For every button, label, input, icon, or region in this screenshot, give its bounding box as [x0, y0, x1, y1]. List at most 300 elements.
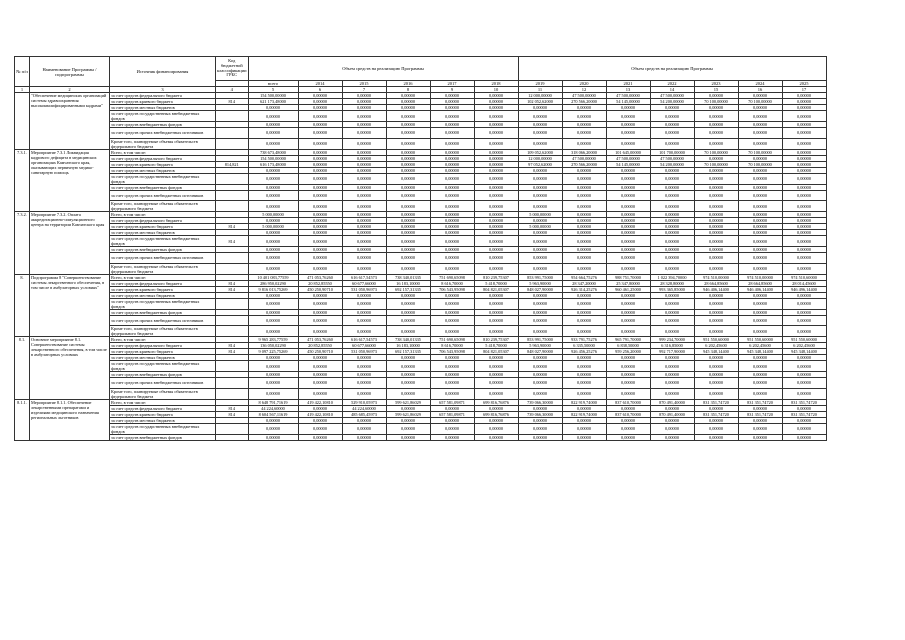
amount-year: 0,00000 [342, 161, 386, 167]
amount-year: 0,00000 [386, 253, 430, 264]
amount-year: 0,00000 [738, 224, 782, 230]
header-num: № п/п [15, 57, 30, 87]
amount-year: 0,00000 [738, 355, 782, 361]
amount-year: 0,00000 [386, 372, 430, 378]
amount-year: 0,00000 [518, 173, 562, 184]
row-number: 8.1.1. [15, 399, 30, 440]
amount-year: 0,00000 [562, 298, 606, 309]
amount-year: 0,00000 [430, 423, 474, 434]
header-source: Источник финансирования [110, 57, 216, 87]
amount-year: 0,00000 [430, 128, 474, 139]
amount-year: 0,00000 [298, 309, 342, 315]
amount-year: 0,00000 [386, 361, 430, 372]
amount-year: 0,00000 [562, 423, 606, 434]
amount-year: 0,00000 [738, 138, 782, 149]
budget-code: 814 [216, 286, 249, 292]
amount-year: 101 700,00000 [650, 149, 694, 155]
amount-year: 0,00000 [518, 218, 562, 224]
amount-year: 0,00000 [782, 372, 826, 378]
amount-year: 318 066,20000 [562, 149, 606, 155]
amount-year: 0,00000 [342, 388, 386, 399]
funding-source: Кроме того, планируемые объемы обязательств федерального бюджета [110, 388, 216, 399]
header-total: всего [248, 81, 298, 87]
amount-year: 0,00000 [650, 190, 694, 201]
amount-year: 0,00000 [298, 167, 342, 173]
amount-year: 0,00000 [738, 122, 782, 128]
amount-year: 848 027,90000 [518, 286, 562, 292]
amount-year: 0,00000 [606, 111, 650, 122]
amount-year: 0,00000 [694, 230, 738, 236]
amount-year: 926 456,25276 [562, 349, 606, 355]
amount-year: 0,00000 [650, 298, 694, 309]
amount-year: 0,00000 [738, 190, 782, 201]
amount-total: 0,00000 [248, 388, 298, 399]
amount-year: 0,00000 [694, 212, 738, 218]
amount-year: 419 422,10810 [298, 411, 342, 417]
funding-source: за счет средств федерального бюджета [110, 218, 216, 224]
amount-year: 0,00000 [386, 218, 430, 224]
amount-total: 0,00000 [248, 326, 298, 337]
amount-year: 657 581,09871 [430, 399, 474, 405]
amount-year: 0,00000 [562, 292, 606, 298]
amount-year: 0,00000 [298, 247, 342, 253]
amount-year: 0,00000 [298, 201, 342, 212]
amount-year: 0,00000 [650, 372, 694, 378]
funding-source: за счет средств федерального бюджета [110, 93, 216, 99]
budget-code [216, 111, 249, 122]
amount-year: 0,00000 [430, 173, 474, 184]
amount-year: 0,00000 [518, 247, 562, 253]
amount-year: 0,00000 [782, 315, 826, 326]
amount-year: 848 027,90000 [518, 349, 562, 355]
amount-total: 0,00000 [248, 253, 298, 264]
amount-year: 16 183,10000 [386, 280, 430, 286]
amount-year: 0,00000 [782, 361, 826, 372]
table-row [15, 138, 827, 149]
amount-year: 0,00000 [738, 263, 782, 274]
amount-year: 270 566,20000 [562, 161, 606, 167]
amount-year: 0,00000 [298, 111, 342, 122]
amount-year: 471 053,76260 [298, 337, 342, 343]
amount-year: 0,00000 [430, 93, 474, 99]
amount-year: 0,00000 [430, 212, 474, 218]
amount-year: 0,00000 [430, 111, 474, 122]
amount-year: 0,00000 [474, 201, 518, 212]
amount-year: 0,00000 [606, 128, 650, 139]
amount-year: 0,00000 [430, 138, 474, 149]
amount-year: 0,00000 [738, 423, 782, 434]
amount-year: 0,00000 [606, 423, 650, 434]
budget-code [216, 201, 249, 212]
amount-year: 0,00000 [474, 190, 518, 201]
amount-year: 810 239,75307 [474, 274, 518, 280]
amount-year: 0,00000 [342, 155, 386, 161]
amount-year: 0,00000 [518, 388, 562, 399]
amount-year: 0,00000 [298, 128, 342, 139]
amount-year: 0,00000 [650, 105, 694, 111]
funding-source: Всего, в том числе: [110, 399, 216, 405]
amount-year: 988 751,70000 [606, 274, 650, 280]
amount-year: 870 491,40000 [650, 411, 694, 417]
amount-year: 0,00000 [386, 149, 430, 155]
amount-year: 0,00000 [694, 355, 738, 361]
amount-year: 0,00000 [342, 173, 386, 184]
amount-year: 0,00000 [342, 149, 386, 155]
amount-year: 0,00000 [562, 111, 606, 122]
amount-year: 692 157,31335 [386, 349, 430, 355]
amount-total: 0,00000 [248, 292, 298, 298]
funding-source: Всего, в том числе: [110, 274, 216, 280]
amount-year: 0,00000 [386, 405, 430, 411]
amount-year: 0,00000 [738, 309, 782, 315]
header-colnum: 3 [110, 87, 216, 93]
amount-year: 0,00000 [562, 201, 606, 212]
amount-total: 0,00000 [248, 218, 298, 224]
header-colnum: 13 [606, 87, 650, 93]
amount-year: 0,00000 [386, 315, 430, 326]
amount-year: 0,00000 [650, 184, 694, 190]
amount-total: 0,00000 [248, 355, 298, 361]
amount-year: 0,00000 [650, 378, 694, 389]
amount-total: 0,00000 [248, 111, 298, 122]
amount-year: 0,00000 [474, 378, 518, 389]
amount-year: 0,00000 [518, 326, 562, 337]
amount-year: 0,00000 [298, 184, 342, 190]
budget-code [216, 138, 249, 149]
amount-year: 0,00000 [342, 236, 386, 247]
amount-year: 0,00000 [474, 122, 518, 128]
amount-year: 804 821,05307 [474, 286, 518, 292]
amount-year: 0,00000 [518, 138, 562, 149]
amount-year: 0,00000 [474, 423, 518, 434]
funding-source: за счет средств прочих внебюджетных источников [110, 128, 216, 139]
amount-year: 0,00000 [474, 149, 518, 155]
amount-year: 5 963,90000 [518, 280, 562, 286]
amount-year: 0,00000 [518, 309, 562, 315]
amount-year: 0,00000 [562, 253, 606, 264]
amount-year: 0,00000 [386, 355, 430, 361]
amount-year: 0,00000 [562, 218, 606, 224]
amount-year: 0,00000 [782, 167, 826, 173]
amount-year: 0,00000 [474, 167, 518, 173]
amount-year: 0,00000 [298, 122, 342, 128]
amount-year: 531 050,96973 [342, 286, 386, 292]
amount-year: 0,00000 [386, 105, 430, 111]
amount-year: 529 910,05973 [342, 399, 386, 405]
amount-year: 0,00000 [474, 326, 518, 337]
amount-year: 657 581,09871 [430, 411, 474, 417]
amount-year: 0,00000 [738, 388, 782, 399]
amount-year: 0,00000 [430, 292, 474, 298]
amount-year: 0,00000 [474, 155, 518, 161]
funding-source: за счет средств федерального бюджета [110, 155, 216, 161]
funding-source: за счет средств внебюджетных фондов [110, 372, 216, 378]
header-colnum: 9 [430, 87, 474, 93]
amount-total: 616 173,48000 [248, 161, 298, 167]
program-name: Мероприятие 7.3.1 Ликвидация кадрового дефицита в медицинских организациях Камчатского края, оказывающих первичную медико-санитарную помощь [30, 149, 110, 212]
amount-year: 0,00000 [298, 105, 342, 111]
amount-year: 0,00000 [430, 149, 474, 155]
amount-year: 0,00000 [694, 405, 738, 411]
row-number: 8.1. [15, 337, 30, 400]
amount-year: 954 664,75276 [562, 274, 606, 280]
amount-year: 0,00000 [782, 184, 826, 190]
amount-total: 154 500,00000 [248, 155, 298, 161]
funding-source: за счет средств краевого бюджета [110, 411, 216, 417]
amount-year: 0,00000 [342, 326, 386, 337]
amount-year: 0,00000 [386, 378, 430, 389]
budget-code [216, 253, 249, 264]
amount-year: 0,00000 [738, 292, 782, 298]
header-colnum: 2 [30, 87, 110, 93]
amount-year: 0,00000 [782, 111, 826, 122]
amount-year: 0,00000 [386, 423, 430, 434]
amount-year: 97 052,62000 [518, 161, 562, 167]
amount-year: 0,00000 [694, 309, 738, 315]
amount-year: 0,00000 [342, 298, 386, 309]
amount-year: 0,00000 [474, 372, 518, 378]
budget-code [216, 361, 249, 372]
amount-year: 0,00000 [606, 247, 650, 253]
header-year: 2019 [518, 81, 562, 87]
amount-year: 0,00000 [606, 224, 650, 230]
amount-year: 0,00000 [518, 298, 562, 309]
amount-year: 0,00000 [606, 122, 650, 128]
amount-year: 0,00000 [474, 263, 518, 274]
amount-year: 0,00000 [606, 292, 650, 298]
amount-year: 54 200,00000 [650, 161, 694, 167]
amount-year: 0,00000 [738, 128, 782, 139]
amount-year: 44 224,60000 [342, 405, 386, 411]
amount-year: 0,00000 [430, 218, 474, 224]
header-year: 2024 [738, 81, 782, 87]
amount-year: 0,00000 [738, 236, 782, 247]
amount-year: 0,00000 [298, 388, 342, 399]
amount-year: 0,00000 [650, 434, 694, 440]
amount-year: 0,00000 [342, 372, 386, 378]
amount-year: 0,00000 [298, 315, 342, 326]
amount-year: 0,00000 [782, 230, 826, 236]
budget-code: 814 [216, 236, 249, 247]
program-name: Основное мероприятие 8.1. Совершенствование системы лекарственного обеспечения, в том числе в амбулаторных условиях [30, 337, 110, 400]
amount-year: 70 100,00000 [694, 99, 738, 105]
amount-total: 10 401 083,77559 [248, 274, 298, 280]
amount-year: 0,00000 [386, 173, 430, 184]
header-name: Наименование Программы / подпрограммы [30, 57, 110, 87]
amount-year: 0,00000 [694, 263, 738, 274]
amount-year: 0,00000 [650, 309, 694, 315]
amount-year: 0,00000 [694, 122, 738, 128]
funding-source: за счет средств внебюджетных фондов [110, 309, 216, 315]
table-row [15, 286, 827, 292]
amount-year: 0,00000 [562, 315, 606, 326]
amount-year: 0,00000 [474, 298, 518, 309]
amount-year: 0,00000 [430, 434, 474, 440]
amount-year: 0,00000 [518, 361, 562, 372]
amount-total: 44 224,60000 [248, 405, 298, 411]
amount-year: 0,00000 [474, 236, 518, 247]
amount-year: 0,00000 [782, 355, 826, 361]
amount-year: 0,00000 [694, 292, 738, 298]
amount-year: 0,00000 [738, 298, 782, 309]
budget-table-page [14, 56, 827, 441]
amount-year: 0,00000 [694, 128, 738, 139]
amount-total: 0,00000 [248, 417, 298, 423]
amount-year: 0,00000 [386, 212, 430, 218]
amount-year: 0,00000 [474, 292, 518, 298]
amount-total: 154 500,00000 [248, 93, 298, 99]
amount-year: 0,00000 [386, 434, 430, 440]
amount-year: 0,00000 [606, 236, 650, 247]
amount-total: 0,00000 [248, 184, 298, 190]
amount-year: 0,00000 [342, 224, 386, 230]
funding-source: за счет средств федерального бюджета [110, 343, 216, 349]
funding-source: за счет средств краевого бюджета [110, 224, 216, 230]
amount-total: 738 673,48000 [248, 149, 298, 155]
table-row [15, 349, 827, 355]
amount-year: 0,00000 [430, 224, 474, 230]
amount-year: 0,00000 [562, 378, 606, 389]
amount-year: 5 418,70000 [474, 280, 518, 286]
amount-year: 0,00000 [386, 247, 430, 253]
funding-source: за счет средств местных бюджетов [110, 105, 216, 111]
budget-code [216, 298, 249, 309]
amount-year: 0,00000 [474, 224, 518, 230]
amount-year: 0,00000 [342, 111, 386, 122]
header-colnum: 14 [650, 87, 694, 93]
amount-year: 0,00000 [430, 201, 474, 212]
amount-year: 0,00000 [562, 388, 606, 399]
table-row [15, 298, 827, 309]
amount-year: 0,00000 [474, 99, 518, 105]
amount-year: 699 816,76876 [474, 399, 518, 405]
amount-year: 28 347,20000 [562, 280, 606, 286]
funding-source: за счет средств государственных внебюджетных фондов [110, 298, 216, 309]
amount-year: 0,00000 [606, 361, 650, 372]
amount-year: 8 616,70000 [430, 343, 474, 349]
amount-year: 270 566,20000 [562, 99, 606, 105]
amount-year: 0,00000 [474, 309, 518, 315]
table-row [15, 190, 827, 201]
amount-year: 0,00000 [738, 201, 782, 212]
budget-code [216, 434, 249, 440]
amount-year: 0,00000 [694, 326, 738, 337]
header-colnum: 15 [694, 87, 738, 93]
amount-total: 0,00000 [248, 378, 298, 389]
amount-year: 0,00000 [694, 434, 738, 440]
amount-year: 0,00000 [650, 263, 694, 274]
amount-year: 0,00000 [606, 253, 650, 264]
amount-year: 0,00000 [562, 434, 606, 440]
amount-year: 0,00000 [562, 405, 606, 411]
amount-year: 0,00000 [606, 417, 650, 423]
amount-total: 0,00000 [248, 298, 298, 309]
amount-year: 0,00000 [650, 247, 694, 253]
amount-year: 0,00000 [562, 128, 606, 139]
table-row [15, 236, 827, 247]
amount-year: 0,00000 [386, 190, 430, 201]
amount-year: 0,00000 [342, 201, 386, 212]
amount-year: 0,00000 [606, 230, 650, 236]
amount-year: 47 500,00000 [606, 93, 650, 99]
header-year: 2023 [694, 81, 738, 87]
amount-total: 136 050,02290 [248, 343, 298, 349]
amount-year: 0,00000 [738, 111, 782, 122]
amount-year: 0,00000 [518, 253, 562, 264]
amount-year: 0,00000 [738, 167, 782, 173]
amount-year: 0,00000 [650, 167, 694, 173]
amount-year: 0,00000 [650, 230, 694, 236]
amount-year: 0,00000 [738, 184, 782, 190]
amount-year: 616 617,54573 [342, 337, 386, 343]
amount-year: 0,00000 [430, 378, 474, 389]
amount-year: 0,00000 [606, 167, 650, 173]
amount-year: 0,00000 [386, 184, 430, 190]
amount-year: 0,00000 [606, 218, 650, 224]
amount-year: 0,00000 [430, 99, 474, 105]
amount-year: 28 328,80000 [650, 280, 694, 286]
amount-year: 6 202,45600 [782, 343, 826, 349]
amount-year: 0,00000 [694, 93, 738, 99]
amount-year: 738 340,01335 [386, 337, 430, 343]
amount-year: 946 496,14400 [782, 286, 826, 292]
amount-year: 0,00000 [342, 167, 386, 173]
amount-year: 0,00000 [694, 173, 738, 184]
amount-year: 0,00000 [650, 138, 694, 149]
amount-year: 0,00000 [518, 263, 562, 274]
amount-year: 0,00000 [518, 417, 562, 423]
amount-year: 0,00000 [386, 417, 430, 423]
amount-year: 0,00000 [782, 423, 826, 434]
header-colnum: 4 [216, 87, 249, 93]
table-row [15, 201, 827, 212]
budget-code: 814 [216, 411, 249, 417]
amount-year: 0,00000 [518, 167, 562, 173]
amount-year: 0,00000 [782, 149, 826, 155]
funding-source: за счет средств государственных внебюджетных фондов [110, 361, 216, 372]
budget-code: 814 [216, 405, 249, 411]
amount-year: 0,00000 [430, 122, 474, 128]
amount-year: 47 500,00000 [562, 155, 606, 161]
amount-year: 0,00000 [694, 190, 738, 201]
amount-total: 0,00000 [248, 138, 298, 149]
amount-year: 0,00000 [474, 128, 518, 139]
amount-year: 0,00000 [342, 434, 386, 440]
amount-year: 101 645,00000 [606, 149, 650, 155]
amount-year: 450 250,90710 [298, 286, 342, 292]
amount-year: 999 234,70000 [650, 337, 694, 343]
amount-year: 853 991,75000 [518, 274, 562, 280]
amount-year: 739 066,30000 [518, 411, 562, 417]
amount-year: 0,00000 [606, 173, 650, 184]
amount-year: 0,00000 [474, 315, 518, 326]
amount-year: 0,00000 [562, 309, 606, 315]
budget-code [216, 326, 249, 337]
amount-year: 0,00000 [474, 93, 518, 99]
amount-total: 0,00000 [248, 201, 298, 212]
amount-year: 16 183,10000 [386, 343, 430, 349]
budget-code [216, 378, 249, 389]
amount-year: 0,00000 [782, 138, 826, 149]
header-colnum: 6 [298, 87, 342, 93]
amount-year: 0,00000 [342, 105, 386, 111]
amount-year: 0,00000 [606, 355, 650, 361]
amount-year: 0,00000 [738, 315, 782, 326]
amount-year: 0,00000 [386, 236, 430, 247]
amount-year: 0,00000 [386, 263, 430, 274]
amount-year: 0,00000 [342, 230, 386, 236]
amount-year: 0,00000 [694, 138, 738, 149]
